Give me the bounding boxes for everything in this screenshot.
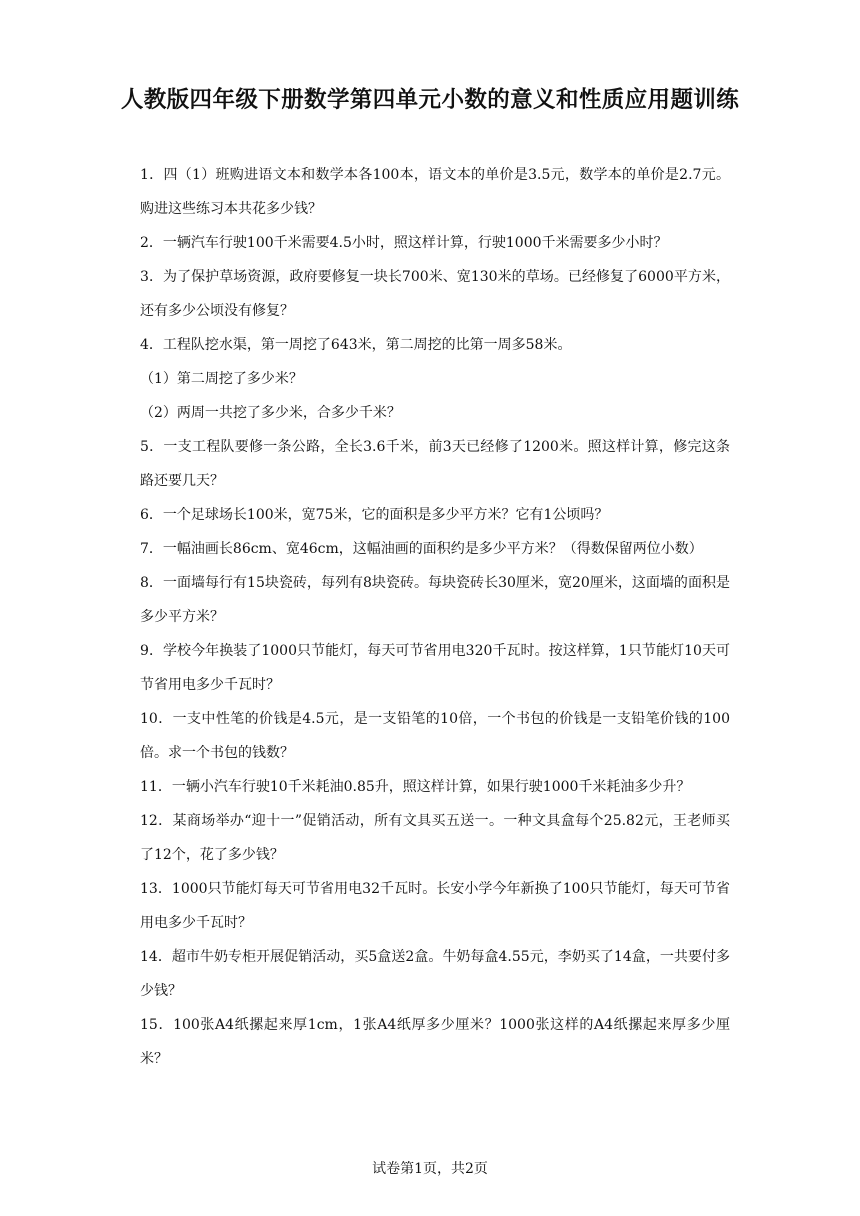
question-14: 14．超市牛奶专柜开展促销活动，买5盒送2盒。牛奶每盒4.55元，李奶买了14盒，一共要付多少钱？ (140, 949, 730, 999)
question-4-sub-1: （1）第二周挖了多少米？ (140, 371, 303, 387)
question-5: 5．一支工程队要修一条公路，全长3.6千米，前3天已经修了1200米。照这样计算，修完这条路还要几天？ (140, 439, 730, 489)
question-8: 8．一面墙每行有15块瓷砖，每列有8块瓷砖。每块瓷砖长30厘米，宽20厘米，这面墙的面积是多少平方米？ (140, 575, 730, 625)
question-10: 10．一支中性笔的价钱是4.5元，是一支铅笔的10倍，一个书包的价钱是一支铅笔价钱的100倍。求一个书包的钱数？ (140, 711, 730, 761)
question-15: 15．100张A4纸摞起来厚1cm，1张A4纸厚多少厘米？1000张这样的A4纸摞起来厚多少厘米？ (140, 1017, 730, 1067)
question-3: 3．为了保护草场资源，政府要修复一块长700米、宽130米的草场。已经修复了6000平方米，还有多少公顷没有修复？ (140, 269, 730, 319)
page-title: 人教版四年级下册数学第四单元小数的意义和性质应用题训练 (120, 87, 740, 113)
question-7: 7．一幅油画长86cm、宽46cm，这幅油画的面积约是多少平方米？（得数保留两位小数） (140, 541, 703, 557)
question-4: 4．工程队挖水渠，第一周挖了643米，第二周挖的比第一周多58米。 (140, 337, 572, 353)
question-1: 1．四（1）班购进语文本和数学本各100本，语文本的单价是3.5元，数学本的单价是2.7元。购进这些练习本共花多少钱？ (140, 167, 730, 217)
question-13: 13．1000只节能灯每天可节省用电32千瓦时。长安小学今年新换了100只节能灯，每天可节省用电多少千瓦时？ (140, 881, 730, 931)
page-footer: 试卷第1页，共2页 (372, 1161, 488, 1177)
question-6: 6．一个足球场长100米，宽75米，它的面积是多少平方米？它有1公顷吗？ (140, 507, 609, 523)
question-12: 12．某商场举办“迎十一”促销活动，所有文具买五送一。一种文具盒每个25.82元，王老师买了12个，花了多少钱？ (140, 813, 730, 863)
question-11: 11．一辆小汽车行驶10千米耗油0.85升，照这样计算，如果行驶1000千米耗油多少升？ (140, 779, 691, 795)
question-4-sub-2: （2）两周一共挖了多少米，合多少千米？ (140, 405, 401, 421)
question-list (140, 158, 730, 1076)
question-9: 9．学校今年换装了1000只节能灯，每天可节省用电320千瓦时。按这样算，1只节能灯10天可节省用电多少千瓦时？ (140, 643, 730, 693)
question-2: 2．一辆汽车行驶100千米需要4.5小时，照这样计算，行驶1000千米需要多少小时？ (140, 235, 668, 251)
